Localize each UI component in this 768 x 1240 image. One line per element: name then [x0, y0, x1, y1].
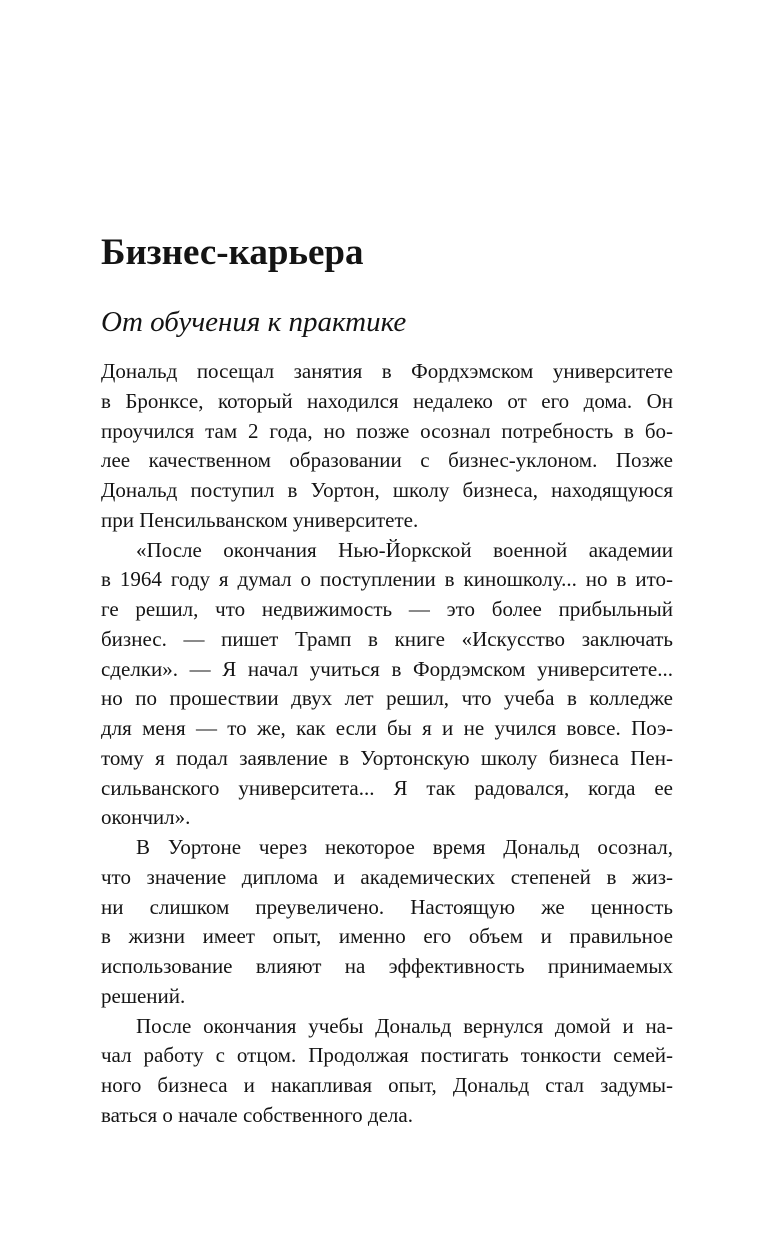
text-line: при Пенсильванском университете.	[101, 507, 419, 532]
chapter-title: Бизнес-карьера	[101, 232, 364, 273]
paragraph	[101, 357, 673, 536]
text-line: ге решил, что недвижимость — это более прибыльный	[101, 597, 673, 621]
text-line: «После окончания Нью-Йоркской военной академии	[136, 537, 673, 562]
text-line: что значение диплома и академических степеней в жиз-	[101, 864, 673, 889]
text-line: в Бронксе, который находился недалеко от его дома. Он	[101, 388, 673, 413]
text-line: решений.	[101, 983, 186, 1008]
text-line: использование влияют на эффективность принимаемых	[101, 954, 673, 978]
text-line: Дональд посещал занятия в Фордхэмском университете	[101, 359, 673, 383]
paragraph	[101, 833, 673, 1012]
text-line: Дональд поступил в Уортон, школу бизнеса, находящуюся	[101, 478, 673, 502]
text-line: сильванского университета... Я так радовался, когда ее	[101, 775, 673, 800]
text-line: ного бизнеса и накапливая опыт, Дональд стал задумы-	[101, 1073, 673, 1097]
text-line: После окончания учебы Дональд вернулся домой и на-	[136, 1013, 673, 1038]
paragraph	[101, 536, 673, 834]
text-line: для меня — то же, как если бы я и не учился вовсе. Поэ-	[101, 716, 673, 740]
text-line: ни слишком преувеличено. Настоящую же ценность	[101, 894, 673, 919]
text-line: но по прошествии двух лет решил, что учеба в колледже	[101, 686, 673, 711]
paragraph	[101, 1012, 673, 1131]
text-line: ваться о начале собственного дела.	[101, 1102, 413, 1127]
text-line: бизнес. — пишет Трамп в книге «Искусство заключать	[101, 626, 673, 651]
text-line: лее качественном образовании с бизнес-уклоном. Позже	[101, 448, 673, 473]
text-line: тому я подал заявление в Уортонскую школу бизнеса Пен-	[101, 745, 673, 770]
body-text	[101, 357, 673, 1131]
text-line: В Уортоне через некоторое время Дональд осознал,	[136, 835, 673, 859]
text-line: в 1964 году я думал о поступлении в киношколу... но в ито-	[101, 567, 673, 592]
text-line: окончил».	[101, 805, 191, 830]
text-line: проучился там 2 года, но позже осознал потребность в бо-	[101, 418, 673, 443]
section-subtitle: От обучения к практике	[101, 306, 407, 338]
text-line: чал работу с отцом. Продолжая постигать тонкости семей-	[101, 1043, 673, 1068]
text-line: сделки». — Я начал учиться в Фордэмском университете...	[101, 656, 673, 681]
text-line: в жизни имеет опыт, именно его объем и правильное	[101, 924, 673, 949]
